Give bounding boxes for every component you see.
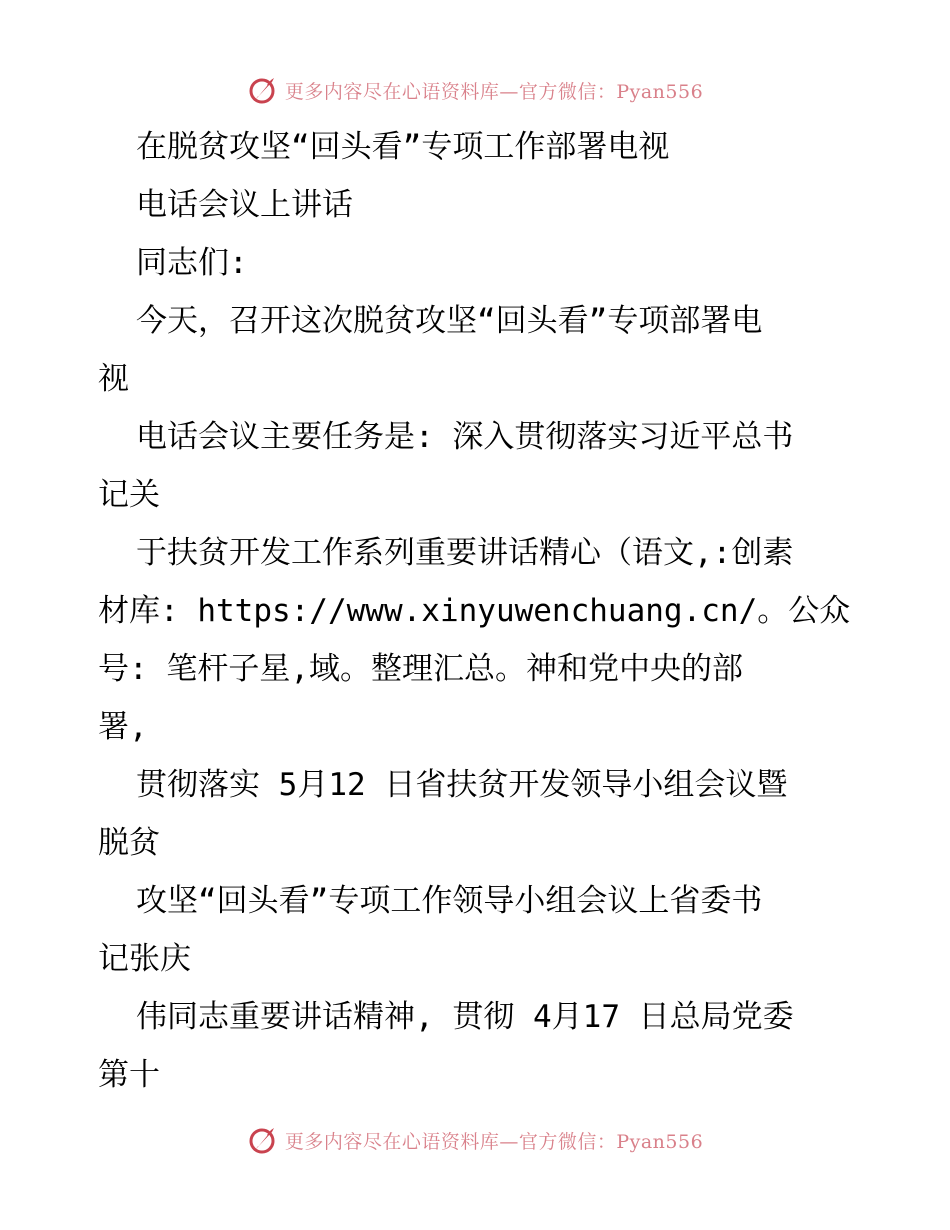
doc-title-line-1: 在脱贫攻坚“回头看”专项工作部署电视 bbox=[136, 129, 670, 165]
doc-title-line-2: 电话会议上讲话 bbox=[136, 187, 353, 223]
doc-text-line: 贯彻落实 5月12 日省扶贫开发领导小组会议暨 bbox=[136, 767, 788, 803]
doc-text-line: 视 bbox=[98, 361, 129, 397]
doc-text-line: 攻坚“回头看”专项工作领导小组会议上省委书 bbox=[136, 883, 763, 919]
doc-text-line: 记关 bbox=[98, 477, 160, 513]
doc-salutation: 同志们: bbox=[136, 245, 248, 281]
feather-circle-logo-icon bbox=[247, 74, 279, 106]
doc-text-line: 伟同志重要讲话精神, 贯彻 4月17 日总局党委 bbox=[136, 999, 794, 1035]
doc-text-line: 材库: https://www.xinyuwenchuang.cn/。公众 bbox=[98, 593, 851, 629]
footer-watermark-banner bbox=[0, 1120, 950, 1160]
header-watermark-text: 更多内容尽在心语资料库—官方微信：Pyan556 bbox=[284, 80, 704, 103]
header-watermark-banner bbox=[0, 70, 950, 110]
doc-text-line: 号: 笔杆子星,域。整理汇总。神和党中央的部 bbox=[98, 651, 743, 687]
feather-circle-logo-icon bbox=[247, 1124, 279, 1156]
document-body bbox=[98, 118, 858, 1104]
doc-text-line: 于扶贫开发工作系列重要讲话精心（语文,:创素 bbox=[136, 535, 794, 571]
footer-watermark-text: 更多内容尽在心语资料库—官方微信：Pyan556 bbox=[284, 1130, 704, 1153]
doc-text-line: 脱贫 bbox=[98, 825, 160, 861]
doc-text-line: 第十 bbox=[98, 1057, 160, 1093]
doc-text-line: 电话会议主要任务是: 深入贯彻落实习近平总书 bbox=[136, 419, 794, 455]
doc-text-line: 今天，召开这次脱贫攻坚“回头看”专项部署电 bbox=[136, 303, 763, 339]
doc-text-line: 记张庆 bbox=[98, 941, 191, 977]
doc-text-line: 署, bbox=[98, 709, 148, 745]
